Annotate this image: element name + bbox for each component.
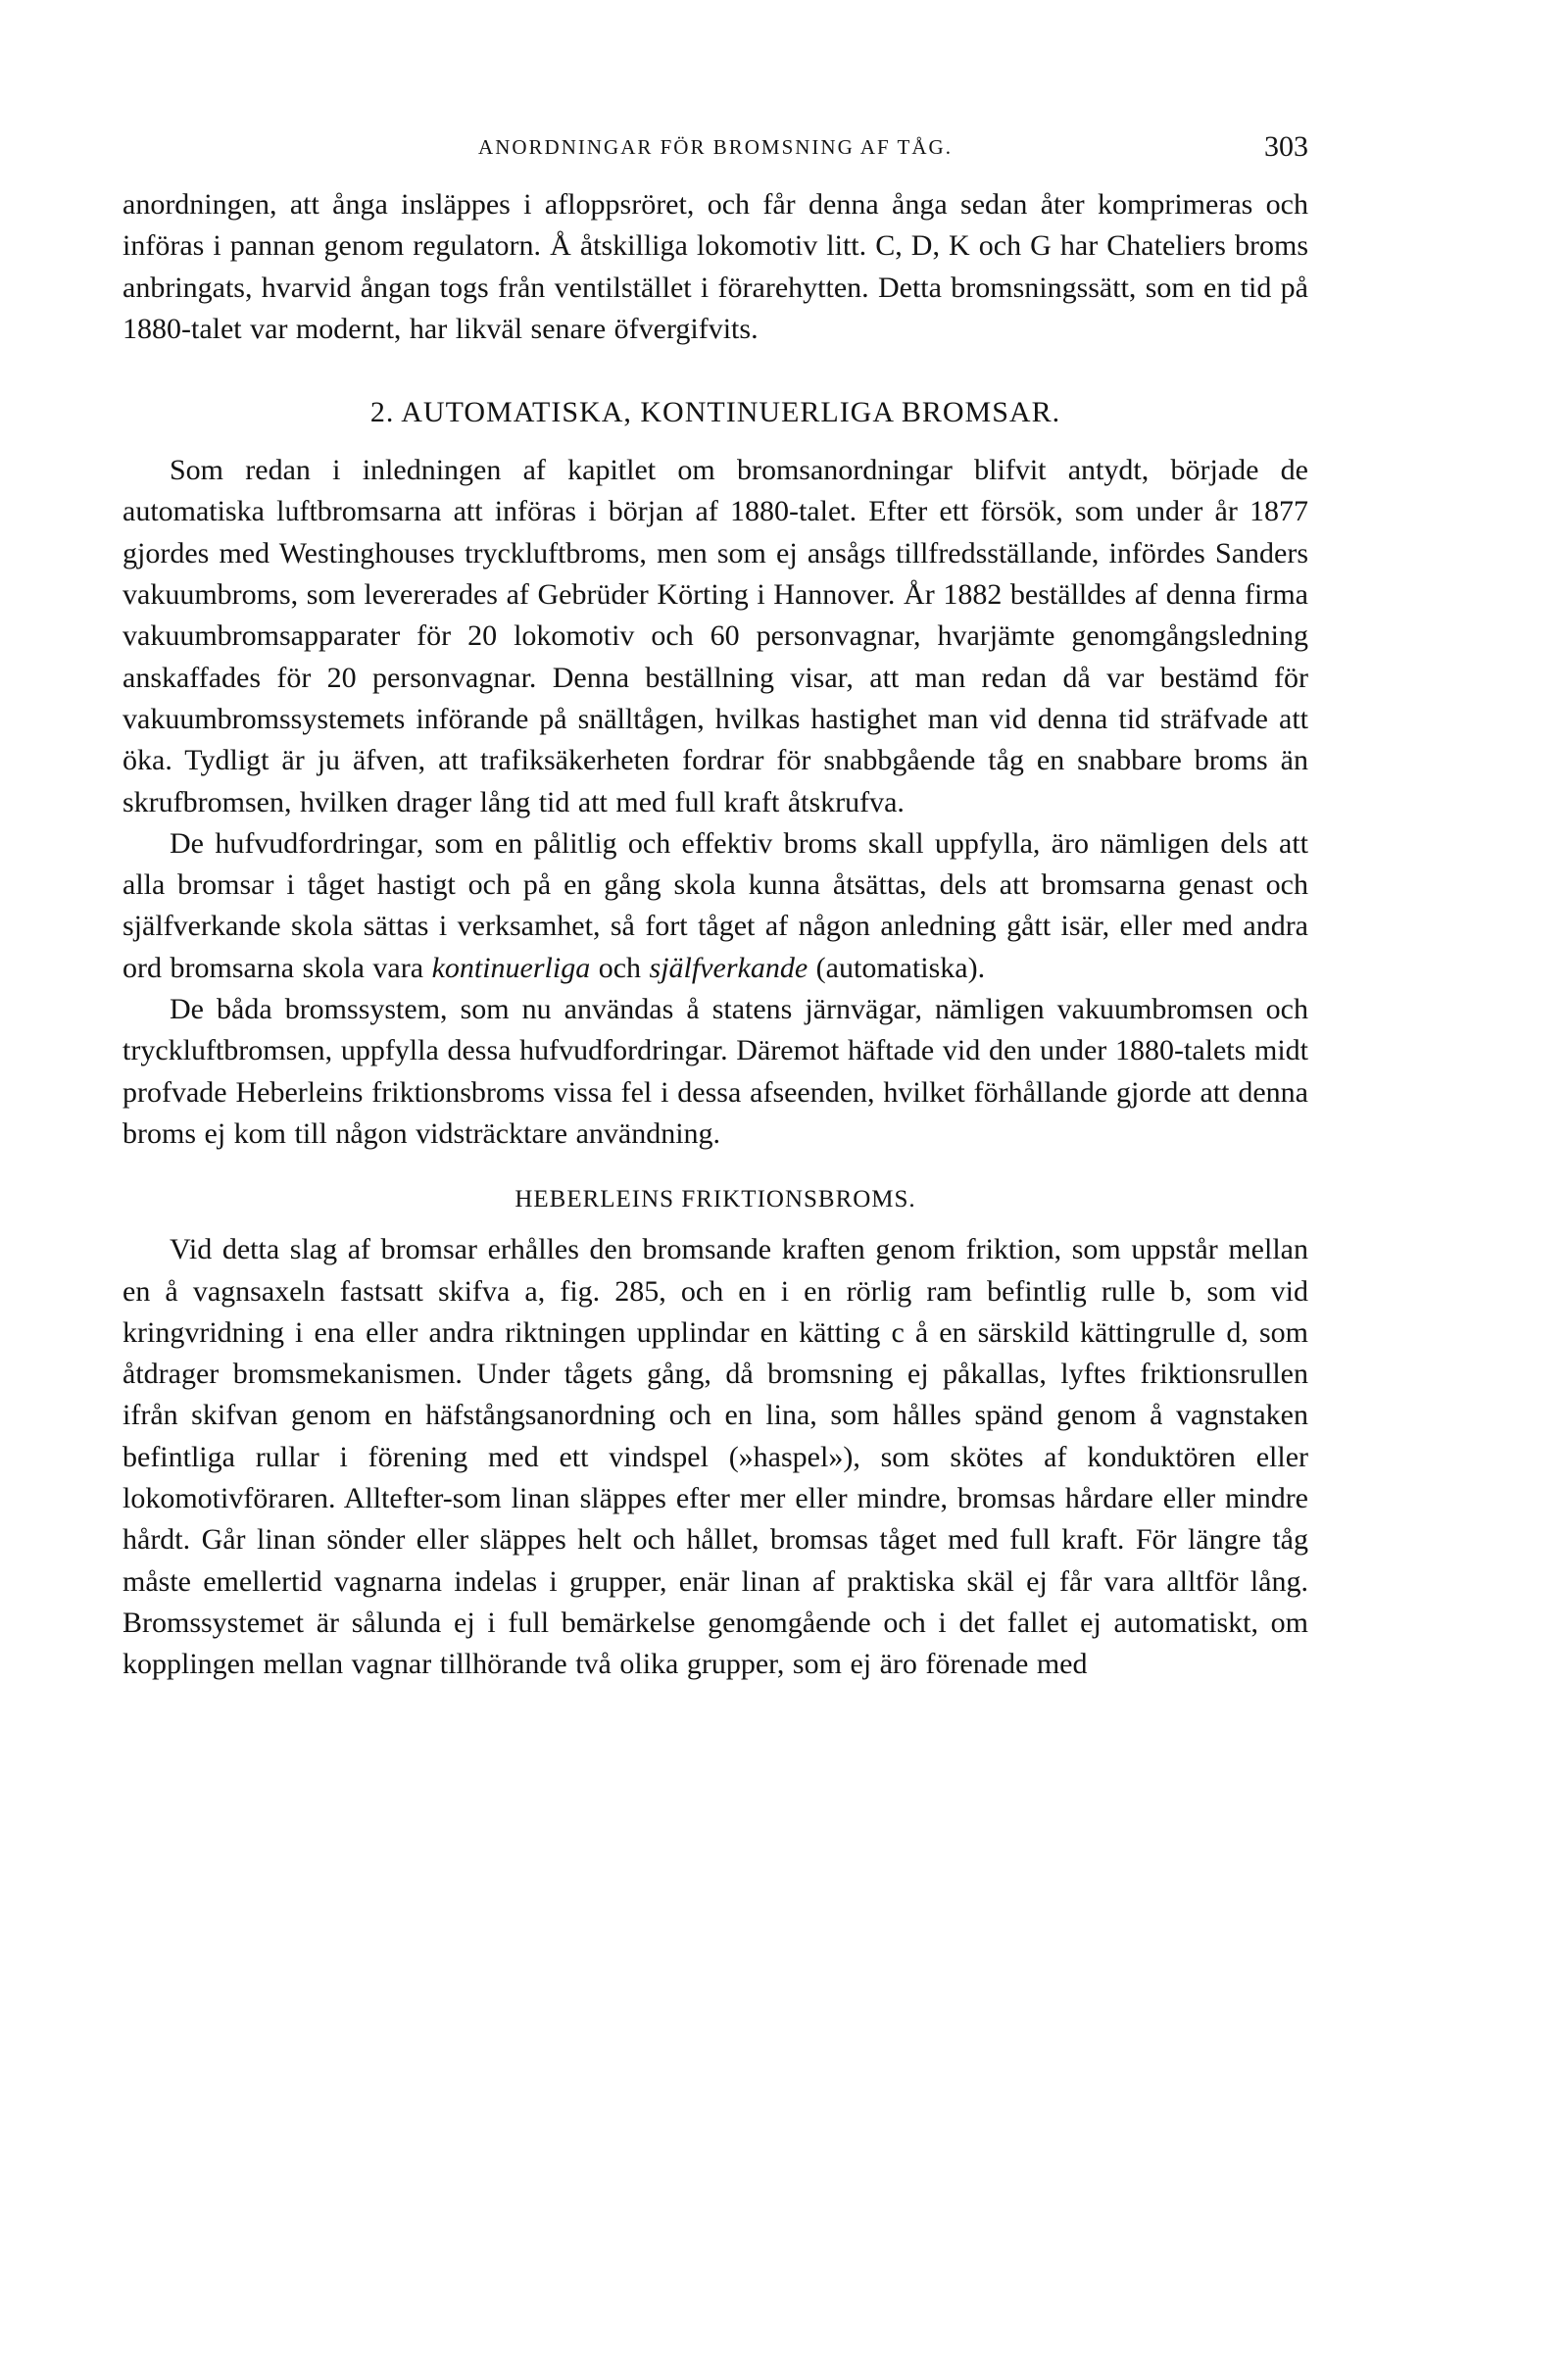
subsection-heading: HEBERLEINS FRIKTIONSBROMS. (514, 1186, 916, 1213)
paragraph-5: Vid detta slag af bromsar erhålles den bromsande kraften genom friktion, som uppstår mellan en å vagnsaxeln fastsatt skifva a, fig. 285, och en i en rörlig ram befintlig rulle b, som vid kringvridning i ena eller andra riktningen upplindar en kätting c å en särskild kättingrulle d, som åtdrager bromsmekanismen. Under tågets gång, då bromsning ej påkallas, lyftes friktionsrullen ifrån skifvan genom en häfstångsanordning och en lina, som hålles spänd genom å vagnstaken befintliga rullar i förening med ett vindspel (»haspel»), som skötes af konduktören eller lokomotivföraren. Alltefter-som linan släppes efter mer eller mindre, bromsas hårdare eller mindre hårdt. Går linan sönder eller släppes helt och hållet, bromsas tåget med full kraft. För längre tåg måste emellertid vagnarna indelas i grupper, enär linan af praktiska skäl ej får vara alltför lång. Bromssystemet är sålunda ej i full bemärkelse genomgående och i det fallet ej automatiskt, om kopplingen mellan vagnar tillhörande två olika grupper, som ej äro förenade med (122, 1233, 1308, 1681)
paragraph-3-text-mid: och (590, 951, 650, 984)
page-number: 303 (1264, 130, 1308, 163)
paragraph-3 (122, 823, 1308, 989)
page (122, 127, 1308, 1686)
paragraph-3-text-end: (automatiska). (808, 951, 986, 984)
running-title: ANORDNINGAR FÖR BROMSNING AF TÅG. (478, 135, 953, 159)
paragraph-1: anordningen, att ånga insläppes i afloppsröret, och får denna ånga sedan åter komprimeras och införas i pannan genom regulatorn. Å åtskilliga lokomotiv litt. C, D, K och G har Chateliers broms anbringats, hvarvid ångan togs från ventilstället i förarehytten. Detta bromsningssätt, som en tid på 1880-talet var modernt, har likväl senare öfvergifvits. (122, 188, 1308, 345)
paragraph-3-text-start: De hufvudfordringar, som en pålitlig och effektiv broms skall uppfylla, äro nämligen dels att alla bromsar i tåget hastigt och på en gång skola kunna åtsättas, dels att bromsarna genast och själfverkande skola sättas i verksamhet, så fort tåget af någon anledning gått isär, eller med andra ord bromsarna skola vara (122, 826, 1308, 984)
running-head (122, 127, 1308, 167)
term-sjalfverkande: själfverkande (649, 951, 808, 984)
term-kontinuerliga: kontinuerliga (431, 951, 591, 984)
paragraph-2: Som redan i inledningen af kapitlet om bromsanordningar blifvit antydt, började de automatiska luftbromsarna att införas i början af 1880-talet. Efter ett försök, som under år 1877 gjordes med Westinghouses tryckluftbroms, men som ej ansågs tillfredsställande, infördes Sanders vakuumbroms, som levererades af Gebrüder Körting i Hannover. År 1882 beställdes af denna firma vakuumbromsapparater för 20 lokomotiv och 60 personvagnar, hvarjämte genomgångsledning anskaffades för 20 personvagnar. Denna beställning visar, att man redan då var bestämd för vakuumbromssystemets införande på snälltågen, hvilkas hastighet man vid denna tid sträfvade att öka. Tydligt är ju äfven, att trafiksäkerheten fordrar för snabbgående tåg en snabbare broms än skrufbromsen, hvilken drager lång tid att med full kraft åtskrufva. (122, 454, 1308, 818)
section-heading: 2. AUTOMATISKA, KONTINUERLIGA BROMSAR. (369, 396, 1061, 429)
paragraph-4: De båda bromssystem, som nu användas å statens järnvägar, nämligen vakuumbromsen och tryckluftbromsen, uppfylla dessa hufvudfordringar. Däremot häftade vid den under 1880-talets midt profvade Heberleins friktionsbroms vissa fel i dessa afseenden, hvilket förhållande gjorde att denna broms ej kom till någon vidsträcktare användning. (122, 993, 1308, 1150)
